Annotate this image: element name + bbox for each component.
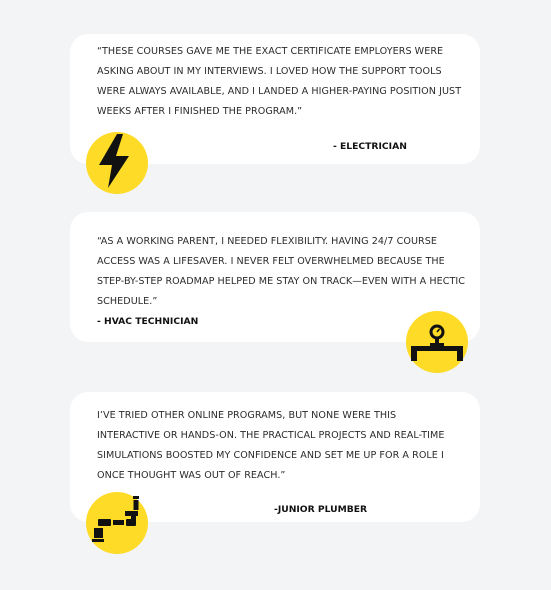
plumbing-pipes-icon [86,492,148,554]
lightning-bolt-icon [86,132,148,194]
testimonial-author: - ELECTRICIAN [333,141,407,152]
testimonial-quote: “AS A WORKING PARENT, I NEEDED FLEXIBILITY. HAVING 24/7 COURSE ACCESS WAS A LIFESAVER. I NEVER FELT OVERWHELMED BECAUSE THE STEP-BY-STEP ROADMAP HELPED ME STAY ON TRACK—EVEN WITH A HECTIC SCHEDULE.” [97,236,466,307]
testimonial-quote: I’VE TRIED OTHER ONLINE PROGRAMS, BUT NONE WERE THIS INTERACTIVE OR HANDS-ON. THE PRACTICAL PROJECTS AND REAL-TIME SIMULATIONS BOOSTED MY CONFIDENCE AND SET ME UP FOR A ROLE I ONCE THOUGHT WAS OUT OF REACH.” [97,410,445,481]
electrician-badge [86,132,148,194]
hvac-technician-badge [406,311,468,373]
junior-plumber-badge [86,492,148,554]
testimonial-author: - HVAC TECHNICIAN [97,316,199,327]
pressure-gauge-pipe-icon [406,311,468,373]
testimonial-quote: “THESE COURSES GAVE ME THE EXACT CERTIFICATE EMPLOYERS WERE ASKING ABOUT IN MY INTERVIEWS. I LOVED HOW THE SUPPORT TOOLS WERE ALWAYS AVAILABLE, AND I LANDED A HIGHER-PAYING POSITION JUST WEEKS AFTER I FINISHED THE PROGRAM.” [97,46,462,117]
testimonial-author: -JUNIOR PLUMBER [274,504,368,515]
